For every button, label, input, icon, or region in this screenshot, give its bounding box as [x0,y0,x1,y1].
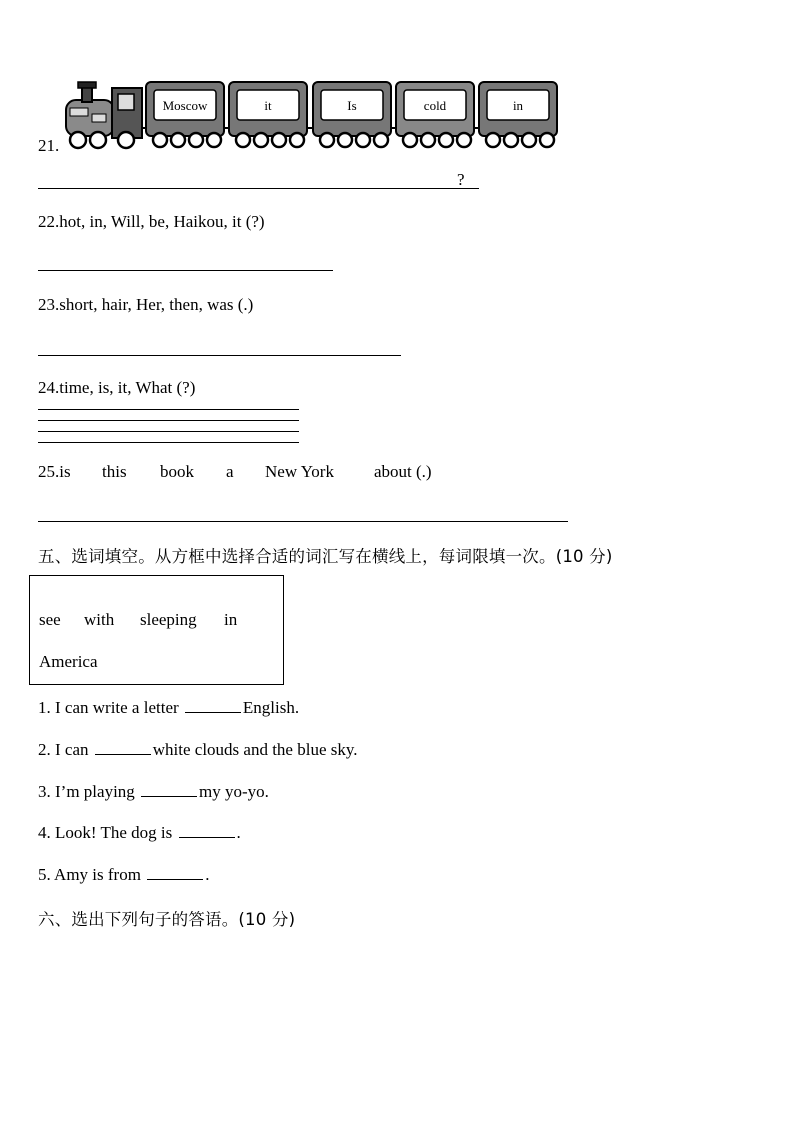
fill-in-text: my yo-yo. [199,782,269,801]
fill-in-text: English. [242,698,300,717]
answer-line-24a[interactable] [38,409,299,410]
fill-in-blank[interactable] [95,740,151,755]
train-car-label: it [264,98,272,113]
answer-line-24d[interactable] [38,442,299,443]
train-car-label: in [512,98,524,113]
train-car-5 [479,82,557,147]
fill-in-blank[interactable] [147,865,203,880]
fill-in-blank[interactable] [185,698,241,713]
fill-in-item-3 [38,782,269,802]
answer-line-24b[interactable] [38,420,299,421]
fill-in-item-1 [38,698,299,718]
section-5-heading: 五、选词填空。从方框中选择合适的词汇写在横线上，每词限填一次。(10 分) [38,547,613,566]
fill-in-blank[interactable] [179,823,235,838]
fill-in-item-5 [38,865,209,885]
fill-in-item-4 [38,823,241,843]
fill-in-text: 5. Amy is from [38,865,146,884]
word-box-item: with [84,610,115,629]
fill-in-text: . [236,823,241,842]
question-23-text: 23.short, hair, Her, then, was (.) [38,295,254,314]
train-car-label: Is [347,98,357,113]
fill-in-text: 1. I can write a letter [38,698,183,717]
fill-in-text: 2. I can [38,740,93,759]
fill-in-text: 4. Look! The dog is [38,823,177,842]
word-box-item: America [39,652,98,671]
question-24-text: 24.time, is, it, What (?) [38,378,196,397]
word-box-item: see [39,610,61,629]
answer-line-24c[interactable] [38,431,299,432]
word-box [29,575,284,685]
question-21-end-mark: ? [457,170,465,189]
scrambled-word: book [160,462,194,481]
question-21-number: 21. [38,136,60,155]
train-car-1 [146,82,224,147]
fill-in-text: 3. I’m playing [38,782,140,801]
locomotive-icon [66,82,148,148]
answer-line-25[interactable] [38,521,568,522]
scrambled-word: New York [265,462,334,481]
train-car-2 [229,82,307,147]
fill-in-item-2 [38,740,358,760]
question-22-text: 22.hot, in, Will, be, Haikou, it (?) [38,212,265,231]
word-box-item: sleeping [140,610,197,629]
answer-line-22[interactable] [38,270,333,271]
fill-in-blank[interactable] [141,782,197,797]
train-illustration [62,78,562,152]
scrambled-word: this [102,462,127,481]
train-car-4 [396,82,474,147]
word-box-item: in [224,610,238,629]
answer-line-21[interactable] [38,188,479,189]
train-car-label: cold [423,98,447,113]
scrambled-word: 25.is [38,462,71,481]
answer-line-23[interactable] [38,355,401,356]
train-car-label: Moscow [162,98,208,113]
scrambled-word: a [226,462,234,481]
scrambled-word: about (.) [374,462,432,481]
fill-in-text: white clouds and the blue sky. [152,740,358,759]
fill-in-text: . [205,865,210,884]
train-car-3 [313,82,391,147]
section-6-heading: 六、选出下列句子的答语。(10 分) [38,910,296,929]
